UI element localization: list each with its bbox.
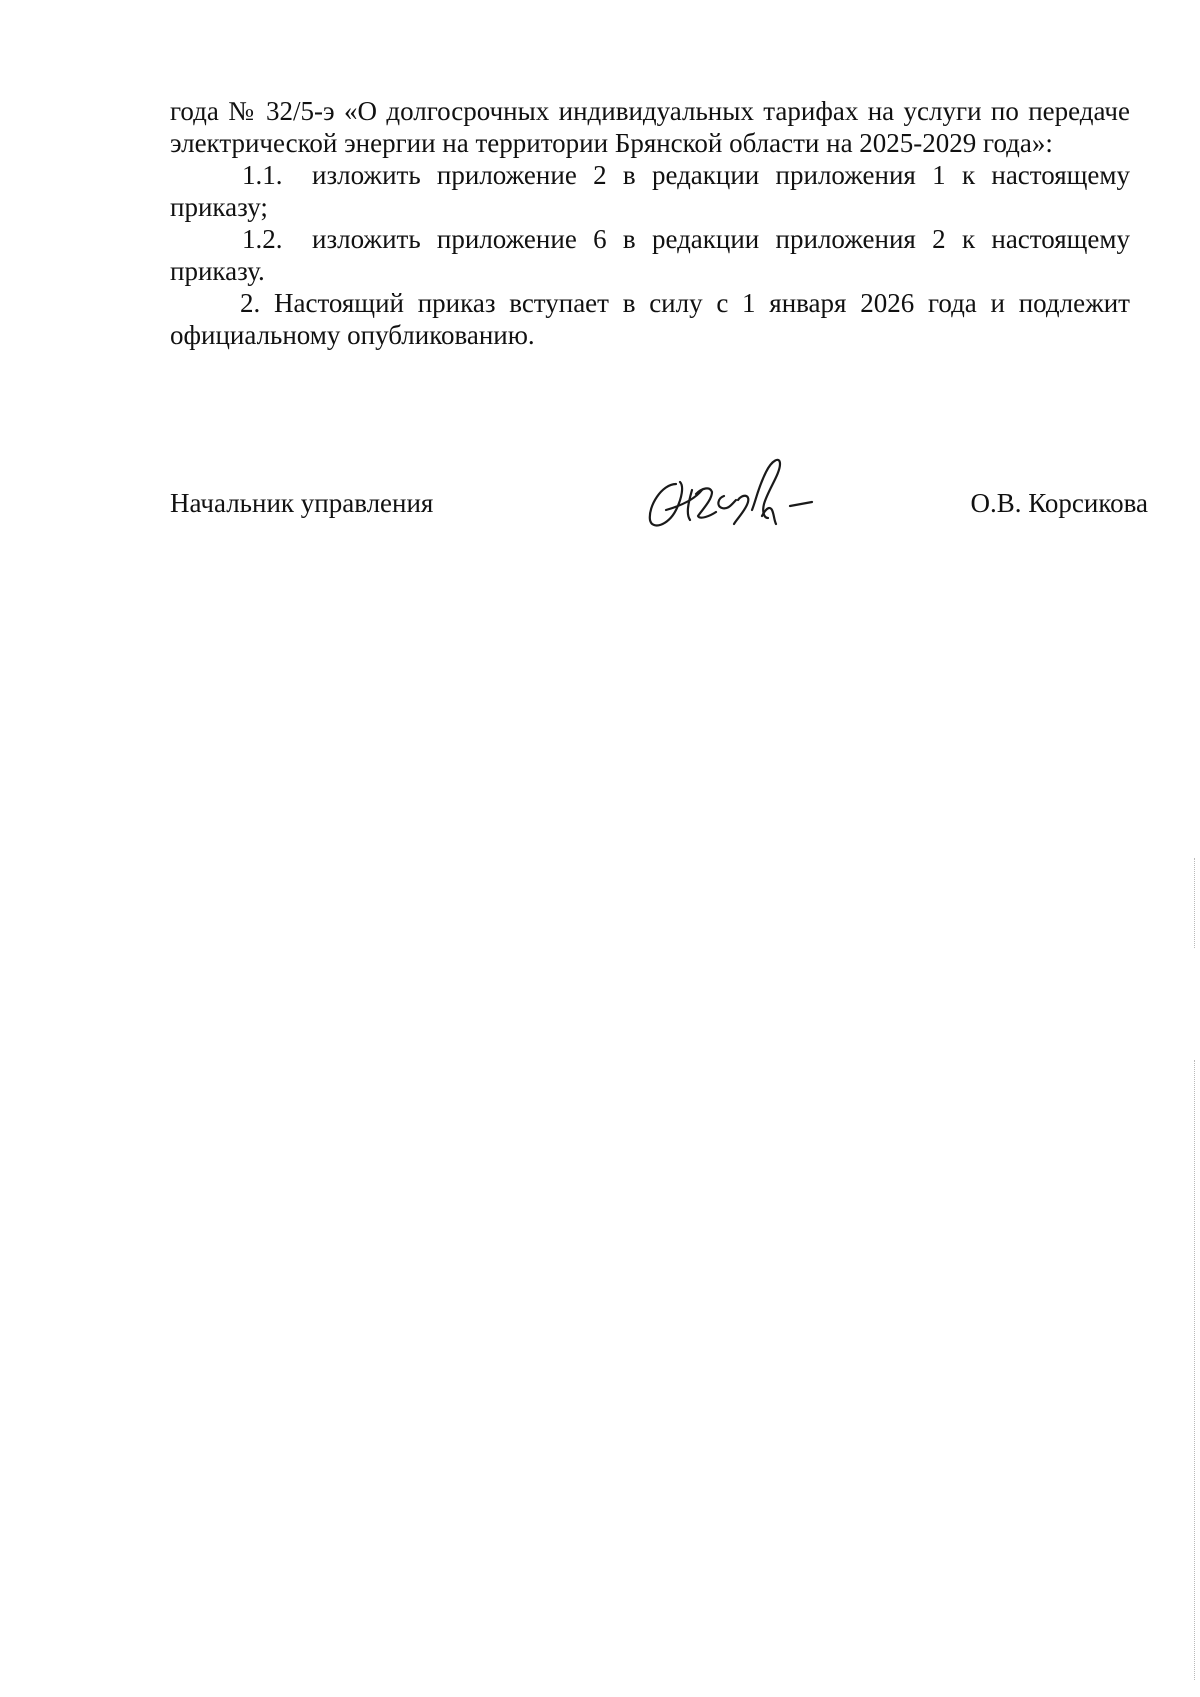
handwritten-signature-icon [640,450,825,540]
list-item-text: изложить приложение 6 в редакции приложения 2 к настоящему приказу. [170,224,1130,286]
signatory-name: О.В. Корсикова [970,488,1148,518]
document-body [170,95,1130,351]
intro-paragraph: года № 32/5-э «О долгосрочных индивидуальных тарифах на услуги по передаче электрической энергии на территории Брянской области на 2025-2029 года»: [170,96,1130,158]
list-item [170,159,1130,223]
scan-edge-artifact [1194,858,1197,948]
closing-paragraph: 2. Настоящий приказ вступает в силу с 1 января 2026 года и подлежит официальному опубликованию. [170,288,1130,350]
scan-edge-artifact [1194,1060,1197,1680]
signatory-title: Начальник управления [170,488,434,518]
list-item-number: 1.2. [242,224,283,254]
list-item [170,223,1130,287]
list-item-number: 1.1. [242,160,283,190]
list-item-text: изложить приложение 2 в редакции приложения 1 к настоящему приказу; [170,160,1130,222]
